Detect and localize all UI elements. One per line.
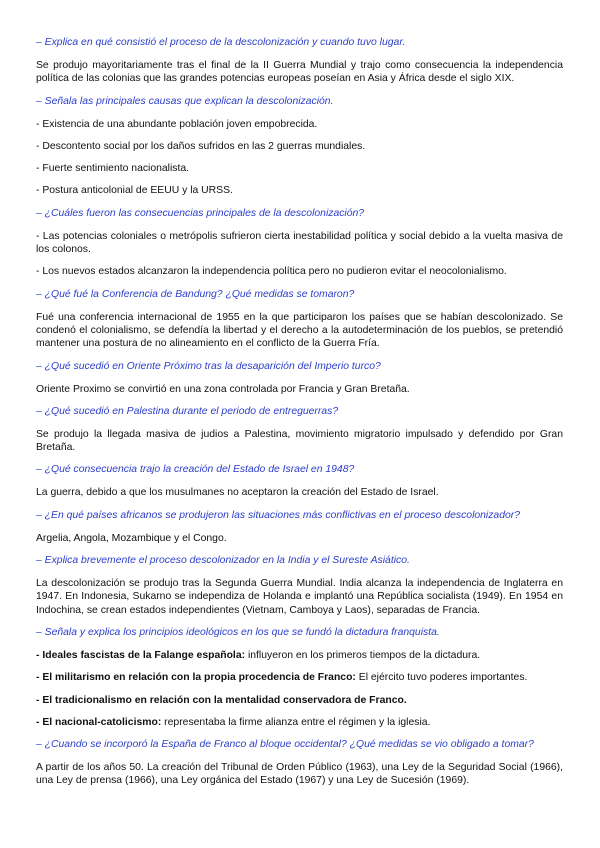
question-heading: – ¿Qué consecuencia trajo la creación del Estado de Israel en 1948? — [36, 464, 355, 476]
question-heading: – Explica en qué consistió el proceso de la descolonización y cuando tuvo lugar. — [36, 37, 406, 48]
answer-paragraph: La guerra, debido a que los musulmanes no aceptaron la creación del Estado de Israel. — [36, 487, 439, 499]
question-heading: – Explica brevemente el proceso descolonizador en la India y el Sureste Asiático. — [36, 555, 410, 567]
answer-paragraph: - Los nuevos estados alcanzaron la independencia política pero no pudieron evitar el neocolonialismo. — [36, 266, 507, 278]
question-heading: – ¿Qué sucedió en Oriente Próximo tras la desaparición del Imperio turco? — [36, 360, 381, 372]
answer-paragraph: Se produjo la llegada masiva de judios a Palestina, movimiento migratorio impulsado y defendido por Gran Bretaña. — [36, 428, 563, 454]
question-heading: – ¿Qué fué la Conferencia de Bandung? ¿Qué medidas se tomaron? — [36, 288, 355, 300]
principle-item — [36, 671, 563, 684]
question-heading: – Señala y explica los principios ideológicos en los que se fundó la dictadura franquista. — [36, 626, 440, 638]
answer-paragraph: Fué una conferencia internacional de 1955 en la que participaron los países que se habían descolonizado. Se condenó el colonialismo, se defendía la libertad y el derecho a la autodeterminación de los pueblos, se pretendió mantener una postura de no alineamiento en el conflicto de la Guerra Fría. — [36, 311, 563, 350]
answer-paragraph: - Las potencias coloniales o metrópolis sufrieron cierta inestabilidad política y social debido a la vuelta masiva de los colonos. — [36, 230, 563, 256]
answer-paragraph: - Fuerte sentimiento nacionalista. — [36, 163, 190, 175]
question-heading: – ¿En qué países africanos se produjeron las situaciones más conflictivas en el proceso descolonizador? — [36, 509, 521, 521]
answer-paragraph: A partir de los años 50. La creación del Tribunal de Orden Público (1963), una Ley de la Seguridad Social (1966), una Ley de prensa (1966), una Ley orgánica del Estado (1967) y una Ley de Sucesión (1969). — [36, 762, 563, 787]
principle-item — [36, 649, 563, 662]
principle-title: - El tradicionalismo en relación con la mentalidad conservadora de Franco. — [36, 694, 407, 706]
principle-title: - Ideales fascistas de la Falange española: — [36, 649, 246, 661]
answer-paragraph: La descolonización se produjo tras la Segunda Guerra Mundial. India alcanza la independencia de Inglaterra en 1947. En Indonesia, Sukarno se independiza de Holanda e implantó una República socialista (1949). En 1954 en Indochina, se crean estados independientes (Vietnam, Camboya y Laos), separadas de Francia. — [36, 578, 563, 616]
principle-title: - El nacional-catolicismo: — [36, 716, 162, 728]
question-heading: – ¿Cuando se incorporó la España de Franco al bloque occidental? ¿Qué medidas se vio obligado a tomar? — [36, 739, 534, 751]
answer-paragraph: Se produjo mayoritariamente tras el final de la II Guerra Mundial y trajo como consecuencia la independencia política de las colonias que las grandes potencias europeas poseían en Asia y África desde el siglo XIX. — [36, 60, 563, 85]
question-heading: – Señala las principales causas que explican la descolonización. — [36, 95, 334, 107]
principle-title: - El militarismo en relación con la propia procedencia de Franco: — [36, 672, 356, 684]
answer-paragraph: Oriente Proximo se convirtió en una zona controlada por Francia y Gran Bretaña. — [36, 383, 410, 395]
answer-paragraph: - Postura anticolonial de EEUU y la URSS. — [36, 185, 233, 197]
principle-item — [36, 716, 563, 729]
answer-paragraph: - Descontento social por los daños sufridos en las 2 guerras mundiales. — [36, 140, 366, 152]
question-heading: – ¿Cuáles fueron las consecuencias principales de la descolonización? — [36, 207, 365, 219]
principle-description: representaba la firme alianza entre el régimen y la iglesia. — [161, 716, 431, 728]
principle-description: El ejército tuvo poderes importantes. — [355, 672, 528, 684]
question-heading: – ¿Qué sucedió en Palestina durante el periodo de entreguerras? — [36, 405, 339, 417]
answer-paragraph: Argelia, Angola, Mozambique y el Congo. — [36, 532, 227, 544]
principle-item — [36, 694, 563, 707]
document-content — [36, 36, 563, 797]
principle-description: influyeron en los primeros tiempos de la dictadura. — [245, 649, 481, 661]
answer-paragraph: - Existencia de una abundante población joven empobrecida. — [36, 118, 318, 130]
